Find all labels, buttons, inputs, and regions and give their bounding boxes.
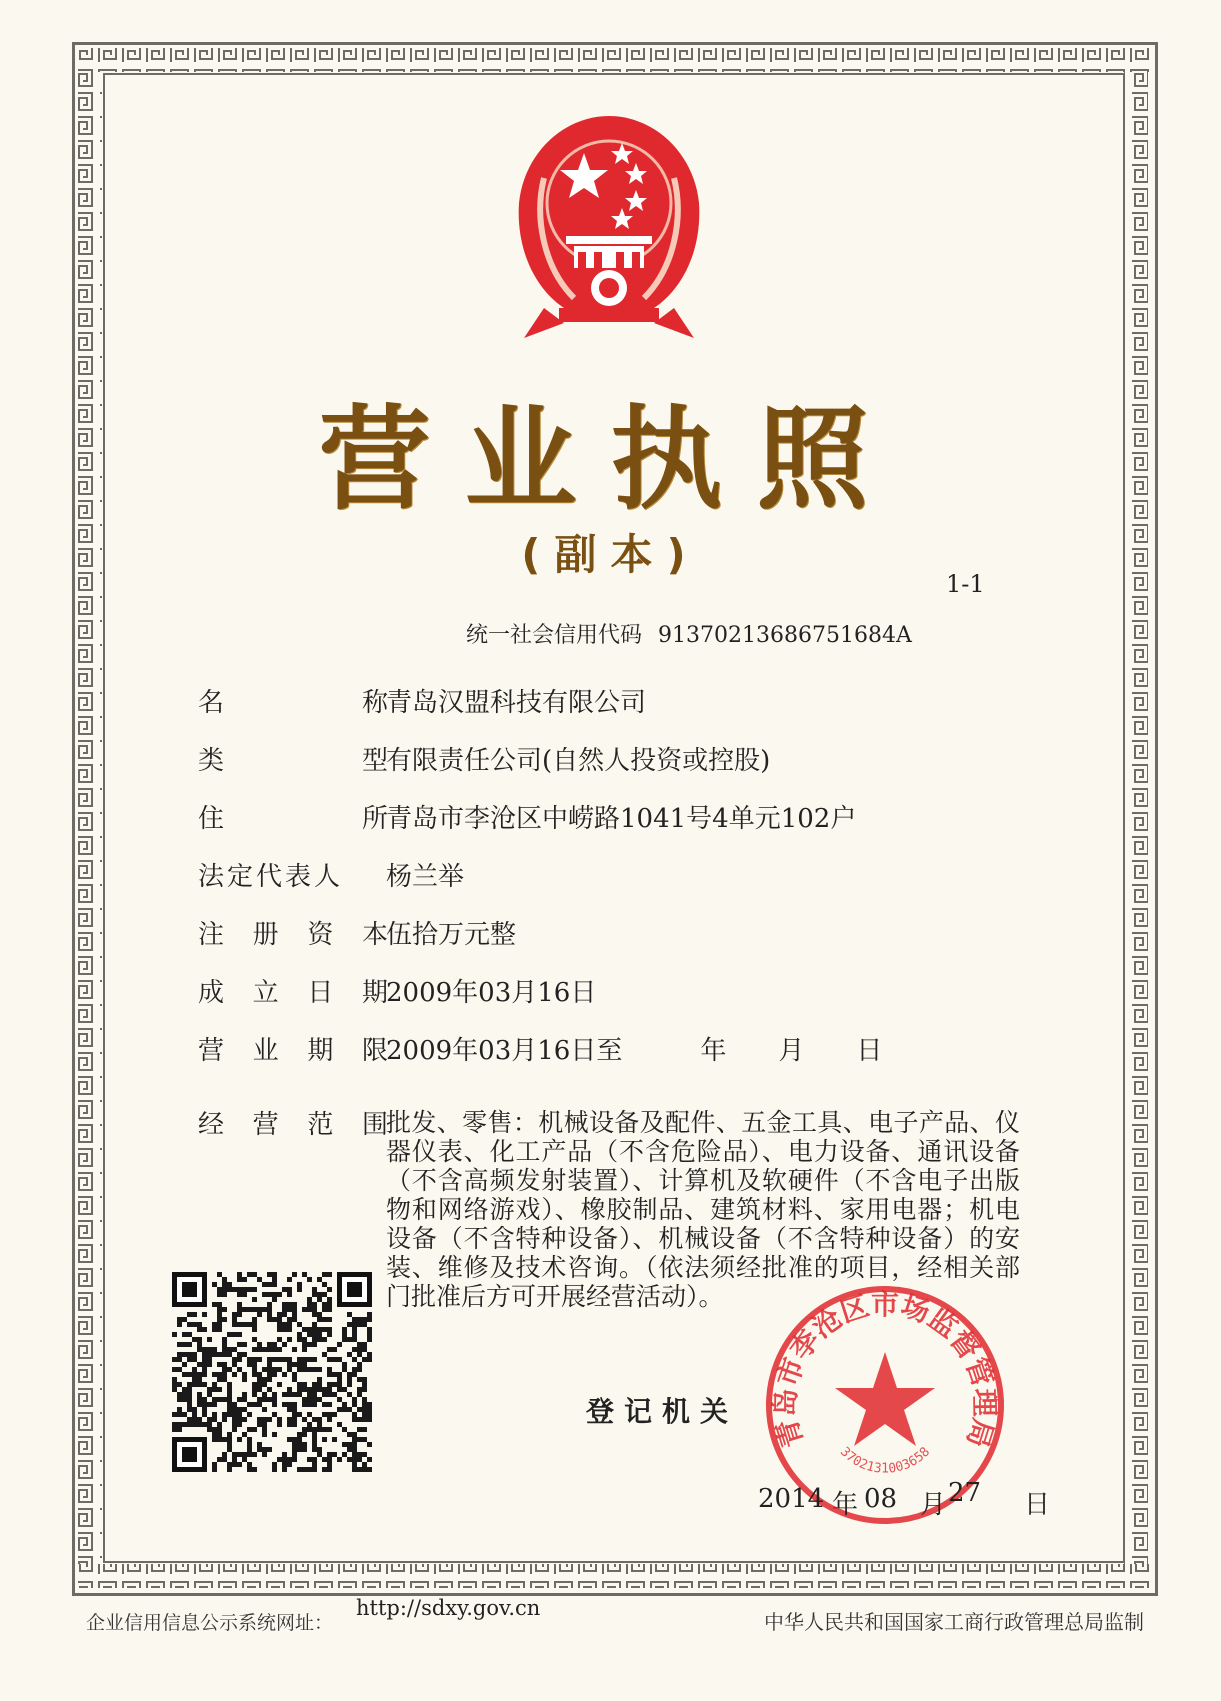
field-value: 青岛市李沧区中崂路1041号4单元102户: [386, 804, 857, 834]
field-value: 有限责任公司(自然人投资或控股): [386, 746, 771, 776]
license-title: 营业执照: [318, 395, 903, 525]
field-label: 法定代表人: [198, 862, 344, 892]
credit-code-line: [466, 618, 912, 649]
field-label: [198, 682, 388, 719]
label-char: 日: [307, 978, 334, 1008]
label-char: 期: [307, 1036, 334, 1066]
issue-month: 08: [864, 1484, 898, 1514]
registration-authority-label: 登记机关: [586, 1395, 739, 1428]
label-char: 成: [198, 978, 225, 1008]
field-value: 伍拾万元整: [386, 920, 517, 950]
label-char: 所: [361, 804, 388, 834]
label-char: 资: [307, 920, 334, 950]
issue-year-char: 年: [832, 1490, 859, 1520]
field-value: 青岛汉盟科技有限公司: [386, 688, 647, 718]
credit-code-value: 91370213686751684A: [658, 623, 912, 648]
seal-text: 青岛市李沧区市场监督管理局: [768, 1287, 1002, 1452]
issue-year: 2014: [758, 1484, 825, 1514]
credit-system-label: 企业信用信息公示系统网址：: [86, 1612, 334, 1634]
field-value: 2009年03月16日: [386, 978, 597, 1008]
field-label: [198, 914, 388, 951]
label-char: 本: [361, 920, 388, 950]
label-char: 立: [252, 978, 279, 1008]
svg-text:3702131003658: [837, 1445, 933, 1477]
field-label: [198, 972, 388, 1009]
qr-code[interactable]: [172, 1272, 376, 1474]
field-label: [198, 1030, 388, 1067]
label-char: 业: [252, 1036, 279, 1066]
business-scope-text: 批发、零售：机械设备及配件、五金工具、电子产品、仪器仪表、化工产品（不含危险品）、电力设备、通讯设备（不含高频发射装置）、计算机及软硬件（不含电子出版物和网络游戏）、橡胶制品、建筑材料、家用电器；机电设备（不含特种设备）、机械设备（不含特种设备）的安装、维修及技术咨询。（依法须经批准的项目，经相关部门批准后方可开展经营活动）。: [386, 1108, 1020, 1311]
label-char: 名: [198, 688, 225, 718]
label-char: 营: [252, 1110, 279, 1140]
issue-day-char: 日: [1024, 1490, 1051, 1520]
label-char: 经: [198, 1110, 225, 1140]
field-value: 杨兰举: [386, 862, 465, 892]
supervisor-line: 中华人民共和国国家工商行政管理总局监制: [764, 1610, 1144, 1634]
issue-month-char: 月: [920, 1490, 947, 1520]
field-value: 2009年03月16日至 年 月 日: [386, 1036, 883, 1066]
credit-code-label: 统一社会信用代码: [466, 623, 643, 648]
license-subtitle: (副本): [521, 530, 700, 579]
label-char: 住: [198, 804, 225, 834]
field-label: [198, 798, 388, 835]
label-char: 围: [361, 1110, 388, 1140]
copy-number: 1-1: [946, 570, 985, 598]
field-label: [198, 740, 388, 777]
label-char: 类: [198, 746, 225, 776]
label-char: 册: [252, 920, 279, 950]
label-char: 范: [307, 1110, 334, 1140]
seal-number: 3702131003658: [836, 1444, 934, 1477]
field-label: [198, 1104, 388, 1141]
issue-day: 27: [948, 1478, 982, 1508]
label-char: 期: [361, 978, 388, 1008]
national-emblem-icon: [504, 108, 714, 358]
label-char: 型: [361, 746, 388, 776]
credit-system-url[interactable]: http://sdxy.gov.cn: [356, 1596, 541, 1620]
label-char: 称: [361, 688, 388, 718]
label-char: 注: [198, 920, 225, 950]
label-char: 限: [361, 1036, 388, 1066]
label-char: 营: [198, 1036, 225, 1066]
